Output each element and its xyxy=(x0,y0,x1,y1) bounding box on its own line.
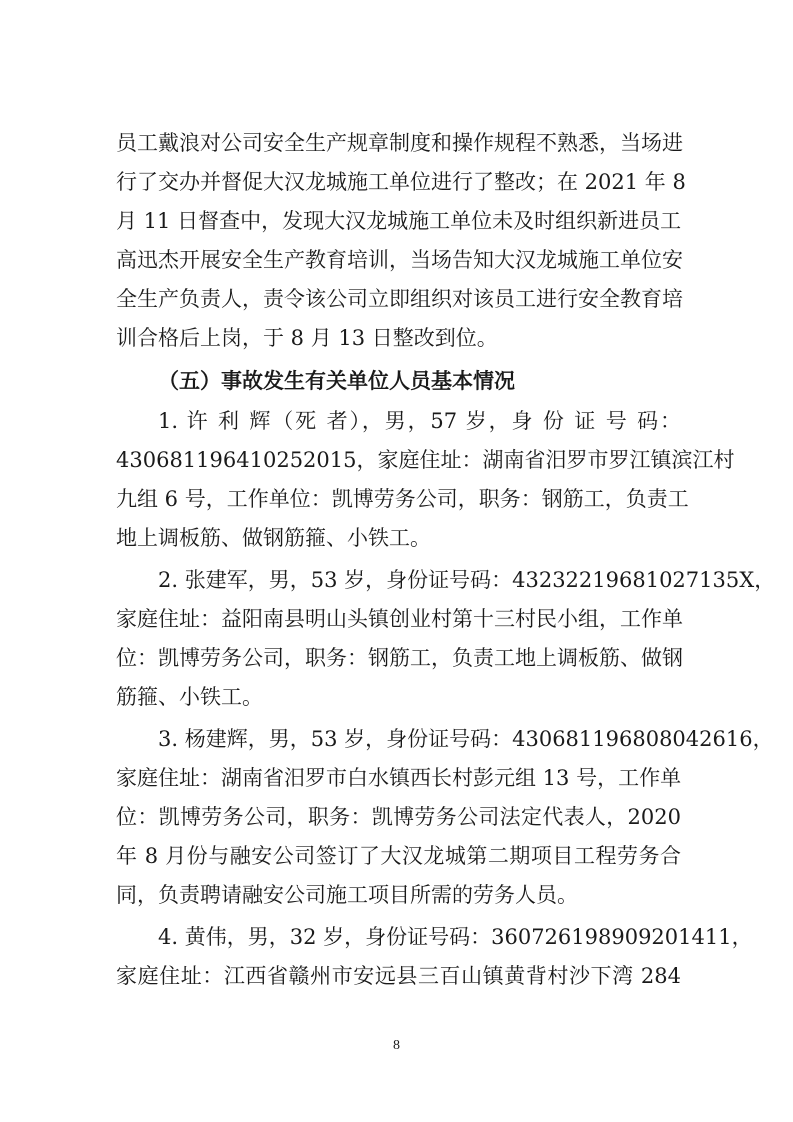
text-line: 2. 张建军，男，53 岁，身份证号码：43232219681027135X， xyxy=(158,568,776,592)
text-line: 同，负责聘请融安公司施工项目所需的劳务人员。 xyxy=(116,883,578,907)
text-line: 训合格后上岗，于 8 月 13 日整改到位。 xyxy=(116,326,498,350)
text-line: 430681196410252015，家庭住址：湖南省汨罗市罗江镇滨江村 xyxy=(116,448,735,472)
text-line: 位：凯博劳务公司，职务：凯博劳务公司法定代表人，2020 xyxy=(116,805,681,829)
text-line: 年 8 月份与融安公司签订了大汉龙城第二期项目工程劳务合 xyxy=(116,844,681,868)
text-line: 筋箍、小铁工。 xyxy=(116,685,263,709)
text-line: 地上调板筋、做钢筋箍、小铁工。 xyxy=(116,526,431,550)
text-line: 高迅杰开展安全生产教育培训，当场告知大汉龙城施工单位安 xyxy=(116,248,683,272)
text-line: 4. 黄伟，男，32 岁，身份证号码：360726198909201411， xyxy=(158,925,753,949)
text-line: 月 11 日督查中，发现大汉龙城施工单位未及时组织新进员工 xyxy=(116,209,682,233)
section-heading: （五）事故发生有关单位人员基本情况 xyxy=(158,368,515,393)
text-line: 1. 许 利 辉（死 者），男，57 岁，身 份 证 号 码： xyxy=(158,409,681,433)
text-line: 员工戴浪对公司安全生产规章制度和操作规程不熟悉，当场进 xyxy=(116,131,683,155)
text-line: 位：凯博劳务公司，职务：钢筋工，负责工地上调板筋、做钢 xyxy=(116,646,683,670)
text-line: 家庭住址：江西省赣州市安远县三百山镇黄背村沙下湾 284 xyxy=(116,964,681,988)
text-line: 3. 杨建辉，男，53 岁，身份证号码：430681196808042616， xyxy=(158,727,774,751)
text-line: 家庭住址：湖南省汨罗市白水镇西长村彭元组 13 号，工作单 xyxy=(116,766,682,790)
text-line: 行了交办并督促大汉龙城施工单位进行了整改；在 2021 年 8 xyxy=(116,170,686,194)
page-number: 8 xyxy=(393,1038,400,1053)
text-line: 全生产负责人，责令该公司立即组织对该员工进行安全教育培 xyxy=(116,287,683,311)
text-line: 九组 6 号，工作单位：凯博劳务公司，职务：钢筋工，负责工 xyxy=(116,487,689,511)
text-line: 家庭住址：益阳南县明山头镇创业村第十三村民小组，工作单 xyxy=(116,607,683,631)
